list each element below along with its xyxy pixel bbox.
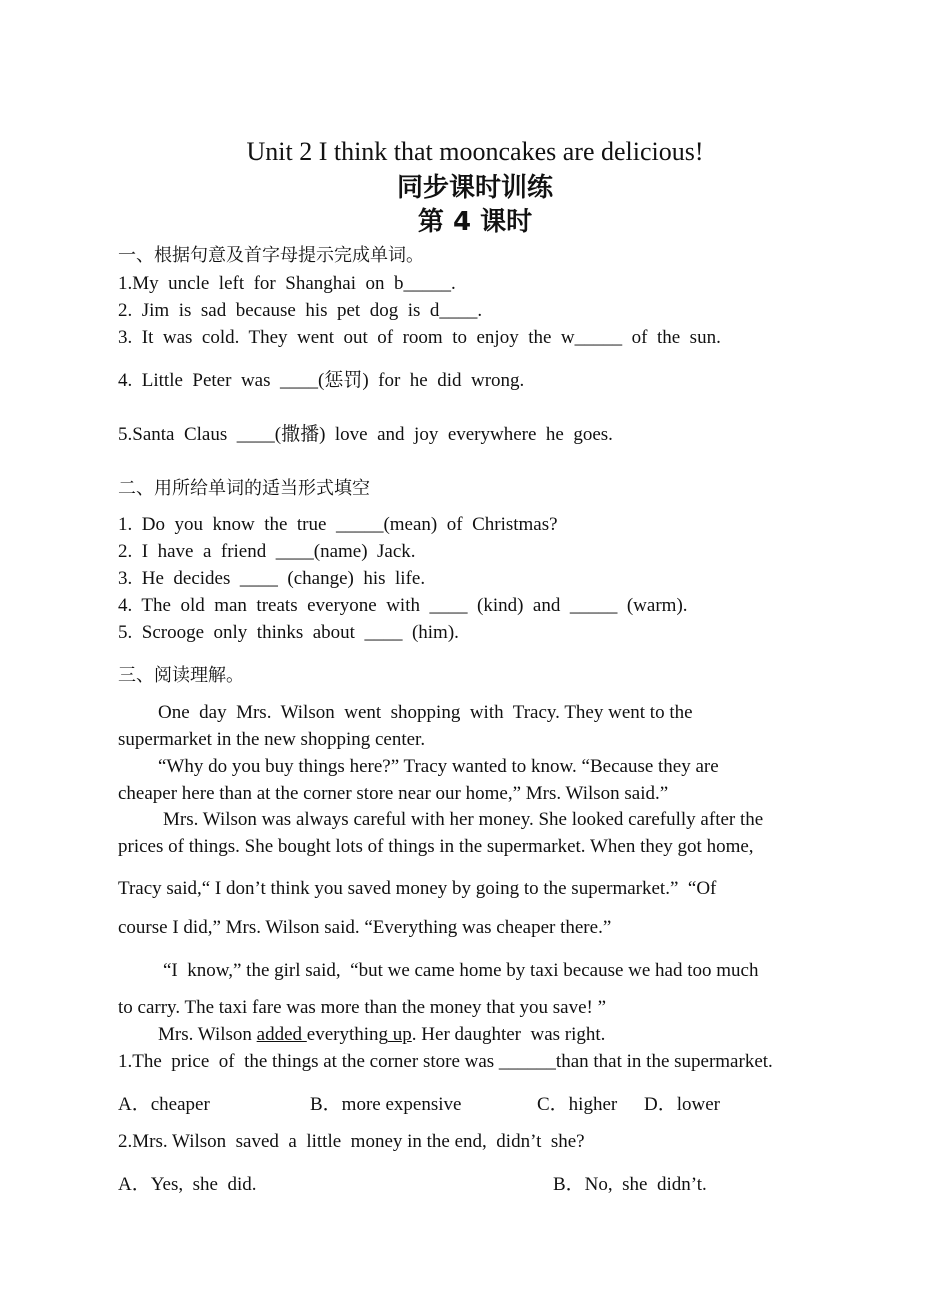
question-2-option-a: A．Yes, she did. bbox=[118, 1174, 257, 1195]
passage-line: Tracy said,“ I don’t think you saved money by going to the supermarket.” “Of bbox=[118, 878, 717, 899]
section2-item-2: 2. I have a friend ____(name) Jack. bbox=[118, 541, 416, 562]
last-line-c: everything bbox=[306, 1024, 389, 1045]
page-subtitle: 同步课时训练 bbox=[396, 173, 553, 203]
passage-line: Mrs. Wilson was always careful with her money. She looked carefully after the bbox=[163, 809, 764, 830]
question-1-option-d: D．lower bbox=[644, 1094, 720, 1115]
passage-line: cheaper here than at the corner store near our home,” Mrs. Wilson said.” bbox=[118, 783, 669, 804]
section2-heading: 二、用所给单词的适当形式填空 bbox=[118, 478, 370, 499]
question-1-option-c: C．higher bbox=[537, 1094, 618, 1115]
section2-item-1: 1. Do you know the true _____(mean) of Christmas? bbox=[118, 514, 558, 535]
passage-line: supermarket in the new shopping center. bbox=[118, 729, 426, 750]
underlined-word-added: added bbox=[256, 1024, 307, 1045]
passage-line: One day Mrs. Wilson went shopping with Tracy. They went to the bbox=[158, 702, 693, 723]
section1-item-5: 5.Santa Claus ____(撒播) love and joy everywhere he goes. bbox=[118, 424, 613, 445]
section1-item-2: 2. Jim is sad because his pet dog is d____. bbox=[118, 300, 483, 321]
passage-line: “I know,” the girl said, “but we came home by taxi because we had too much bbox=[163, 960, 759, 981]
section1-heading: 一、根据句意及首字母提示完成单词。 bbox=[118, 245, 424, 266]
passage-line: to carry. The taxi fare was more than the money that you save! ” bbox=[118, 997, 607, 1018]
page-title: Unit 2 I think that mooncakes are delicious! bbox=[246, 137, 704, 166]
question-1-option-a: A．cheaper bbox=[118, 1094, 210, 1115]
section1-item-3: 3. It was cold. They went out of room to enjoy the w_____ of the sun. bbox=[118, 327, 721, 348]
lesson-label: 第 4 课时 bbox=[417, 207, 533, 237]
passage-line: prices of things. She bought lots of things in the supermarket. When they got home, bbox=[118, 836, 754, 857]
question-1-option-b: B．more expensive bbox=[310, 1094, 462, 1115]
section1-item-4: 4. Little Peter was ____(惩罚) for he did wrong. bbox=[118, 370, 525, 391]
passage-line: “Why do you buy things here?” Tracy wanted to know. “Because they are bbox=[158, 756, 719, 777]
question-2-option-b: B．No, she didn’t. bbox=[553, 1174, 707, 1195]
question-1-stem: 1.The price of the things at the corner store was ______than that in the supermarket. bbox=[118, 1051, 773, 1072]
section2-item-5: 5. Scrooge only thinks about ____ (him). bbox=[118, 622, 459, 643]
passage-last-line bbox=[158, 1023, 605, 1047]
question-2-stem: 2.Mrs. Wilson saved a little money in the end, didn’t she? bbox=[118, 1131, 585, 1152]
section2-item-4: 4. The old man treats everyone with ____ (kind) and _____ (warm). bbox=[118, 595, 688, 616]
last-line-e: . Her daughter was right. bbox=[411, 1024, 606, 1045]
section3-heading: 三、阅读理解。 bbox=[118, 665, 244, 686]
passage-line: course I did,” Mrs. Wilson said. “Everything was cheaper there.” bbox=[118, 917, 612, 938]
section2-item-3: 3. He decides ____ (change) his life. bbox=[118, 568, 426, 589]
last-line-a: Mrs. Wilson bbox=[158, 1024, 257, 1045]
section1-item-1: 1.My uncle left for Shanghai on b_____. bbox=[118, 273, 456, 294]
underlined-word-up: up bbox=[388, 1024, 412, 1045]
